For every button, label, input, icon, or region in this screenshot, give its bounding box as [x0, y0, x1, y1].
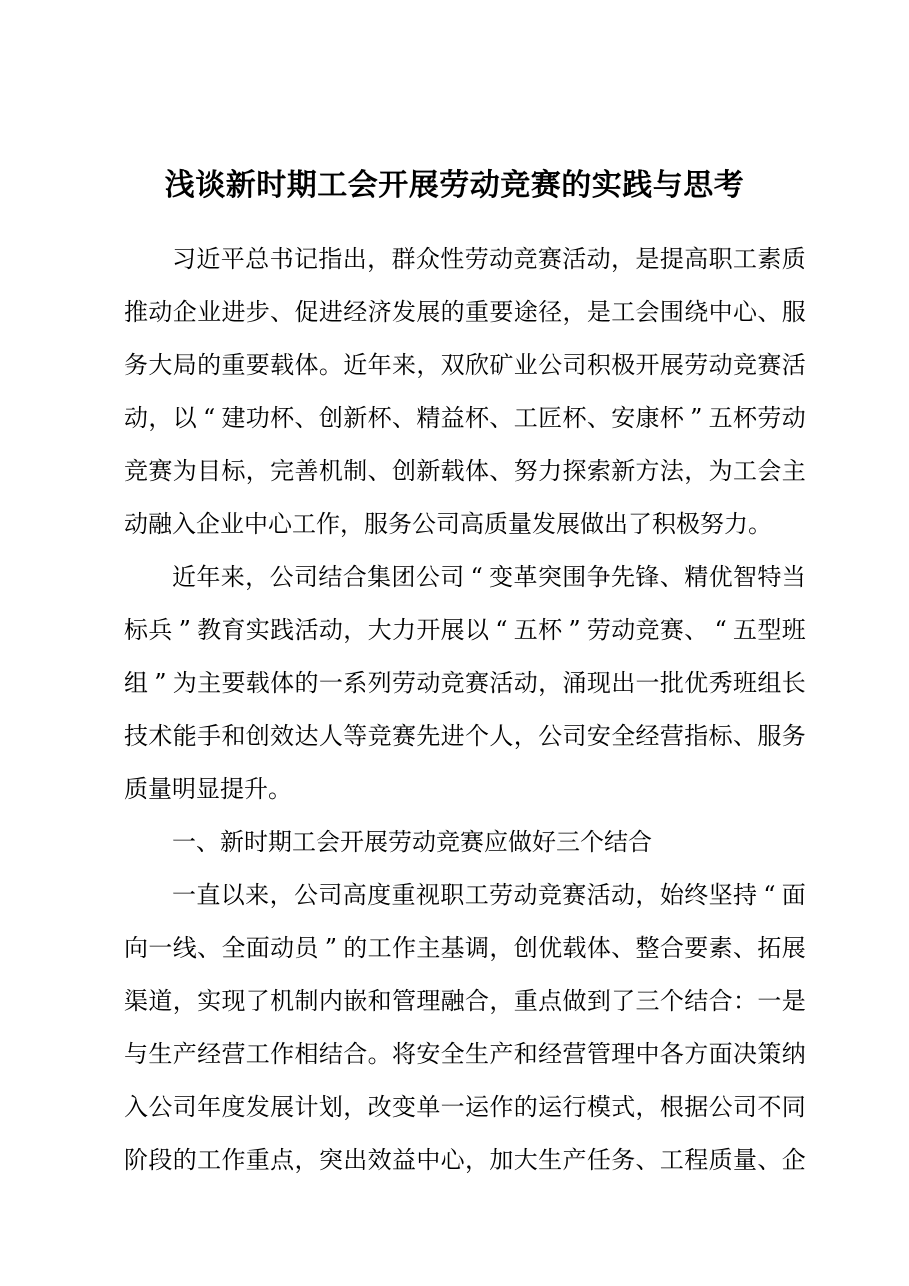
paragraph-line: 渠 道 ， 实 现 了 机 制 内 嵌 和 管 理 融 合 ， 重 点 做 到 了 三 个 结 合 ： 一 是: [124, 987, 806, 1015]
paragraph-line: 向 一 线 、 全 面 动 员 ” 的 工 作 主 基 调 ， 创 优 载 体 、 整 合 要 素 、 拓 展: [124, 934, 806, 962]
paragraph-line: 标 兵 ” 教 育 实 践 活 动 ， 大 力 开 展 以 “ 五 杯 ” 劳 动 竞 赛 、 “ 五 型 班: [124, 616, 806, 644]
paragraph-line: 动 ， 以 “ 建 功 杯 、 创 新 杯 、 精 益 杯 、 工 匠 杯 、 安 康 杯 ” 五 杯 劳 动: [124, 404, 806, 432]
paragraph-line: 推 动 企 业 进 步 、 促 进 经 济 发 展 的 重 要 途 径 ， 是 工 会 围 绕 中 心 、 服: [124, 298, 806, 326]
paragraph-line: 一 直 以 来 ， 公 司 高 度 重 视 职 工 劳 动 竞 赛 活 动 ， 始 终 坚 持 “ 面: [172, 881, 806, 909]
paragraph-line: 务 大 局 的 重 要 载 体 。 近 年 来 ， 双 欣 矿 业 公 司 积 极 开 展 劳 动 竞 赛 活: [124, 351, 806, 379]
paragraph-line: 阶 段 的 工 作 重 点 ， 突 出 效 益 中 心 ， 加 大 生 产 任 务 、 工 程 质 量 、 企: [124, 1146, 806, 1174]
paragraph-line: 习 近 平 总 书 记 指 出 ， 群 众 性 劳 动 竞 赛 活 动 ， 是 提 高 职 工 素 质: [172, 245, 806, 273]
paragraph-line: 动融入企业中心工作，服务公司高质量发展做出了积极努力。: [124, 510, 772, 538]
paragraph-line: 与 生 产 经 营 工 作 相 结 合 。 将 安 全 生 产 和 经 营 管 理 中 各 方 面 决 策 纳: [124, 1040, 806, 1068]
paragraph-line: 近 年 来 ， 公 司 结 合 集 团 公 司 “ 变 革 突 围 争 先 锋 、 精 优 智 特 当: [172, 563, 806, 591]
paragraph-line: 竞 赛 为 目 标 ， 完 善 机 制 、 创 新 载 体 、 努 力 探 索 新 方 法 ， 为 工 会 主: [124, 457, 806, 485]
paragraph-line: 入 公 司 年 度 发 展 计 划 ， 改 变 单 一 运 作 的 运 行 模 式 ， 根 据 公 司 不 同: [124, 1093, 806, 1121]
document-title: 浅谈新时期工会开展劳动竞赛的实践与思考: [164, 168, 745, 203]
paragraph-line: 质量明显提升。: [124, 775, 292, 803]
paragraph-line: 技 术 能 手 和 创 效 达 人 等 竞 赛 先 进 个 人 ， 公 司 安 全 经 营 指 标 、 服 务: [124, 722, 806, 750]
paragraph-line: 组 ” 为 主 要 载 体 的 一 系 列 劳 动 竞 赛 活 动 ， 涌 现 出 一 批 优 秀 班 组 长: [124, 669, 806, 697]
section-heading: 一、新时期工会开展劳动竞赛应做好三个结合: [172, 828, 652, 856]
